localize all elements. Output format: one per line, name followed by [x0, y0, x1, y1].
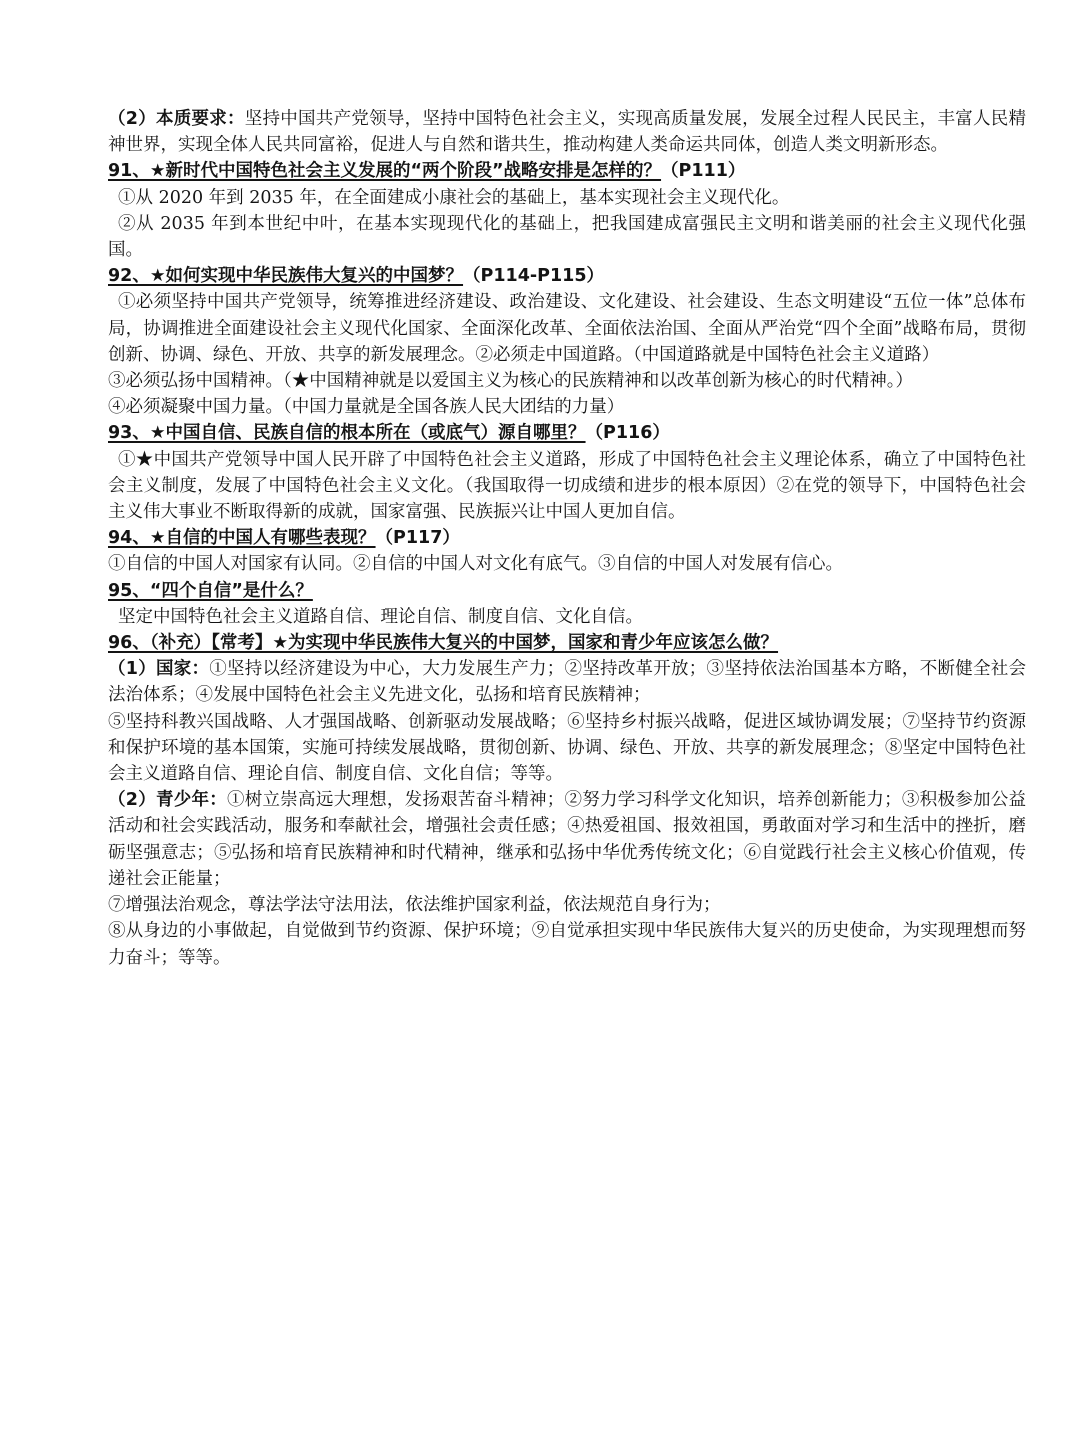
answer-96-country-label: （1）国家：: [108, 659, 210, 680]
question-91-title: 91、★新时代中国特色社会主义发展的“两个阶段”战略安排是怎样的？: [108, 161, 662, 182]
answer-96-youth-point-8-9: ⑧从身边的小事做起，自觉做到节约资源、保护环境；⑨自觉承担实现中华民族伟大复兴的历史使命，为实现理想而努力奋斗；等等。: [108, 921, 1026, 968]
answer-91-point-2: ②从 2035 年到本世纪中叶，在基本实现现代化的基础上，把我国建成富强民主文明和谐美丽的社会主义现代化强国。: [108, 213, 1026, 261]
answer-92-point-1: ①必须坚持中国共产党领导，统筹推进经济建设、政治建设、文化建设、社会建设、生态文明建设“五位一体”总体布局，协调推进全面建设社会主义现代化国家、全面深化改革、全面依法治国、全面从严治党“四个全面”战略布局，贯彻创新、协调、绿色、开放、共享的新发展理念。②必须走中国道路。（中国道路就是中国特色社会主义道路）: [108, 292, 1026, 365]
answer-95: 坚定中国特色社会主义道路自信、理论自信、制度自信、文化自信。: [118, 606, 643, 627]
question-94: [108, 525, 1026, 551]
question-95: [108, 578, 1026, 604]
question-92: [108, 263, 1026, 289]
question-93: [108, 420, 1026, 446]
question-94-page-ref: （P117）: [375, 528, 460, 549]
essential-requirements-paragraph: [108, 106, 1026, 158]
question-95-title: 95、“四个自信”是什么？: [108, 580, 313, 601]
answer-96-country-text: ①坚持以经济建设为中心，大力发展生产力；②坚持改革开放；③坚持依法治国基本方略，不断健全社会法治体系；④发展中国特色社会主义先进文化，弘扬和培育民族精神；: [108, 659, 1026, 706]
answer-94: ①自信的中国人对国家有认同。②自信的中国人对文化有底气。③自信的中国人对发展有信心。: [108, 554, 843, 575]
question-93-title: 93、★中国自信、民族自信的根本所在（或底气）源自哪里？: [108, 423, 586, 444]
question-92-title: 92、★如何实现中华民族伟大复兴的中国梦？: [108, 266, 464, 287]
question-91: [108, 158, 1026, 184]
answer-92-point-3: ③必须弘扬中国精神。（★中国精神就是以爱国主义为核心的民族精神和以改革创新为核心的时代精神。）: [108, 371, 913, 392]
document-content: [108, 106, 1026, 971]
answer-91-point-1: ①从 2020 年到 2035 年，在全面建成小康社会的基础上，基本实现社会主义现代化。: [118, 187, 790, 208]
answer-96-country-continued: ⑤坚持科教兴国战略、人才强国战略、创新驱动发展战略；⑥坚持乡村振兴战略，促进区域协调发展；⑦坚持节约资源和保护环境的基本国策，实施可持续发展战略，贯彻创新、协调、绿色、开放、共享的新发展理念；⑧坚定中国特色社会主义道路自信、理论自信、制度自信、文化自信；等等。: [108, 711, 1026, 785]
essential-requirements-label: （2）本质要求：: [108, 109, 245, 129]
answer-92-point-4: ④必须凝聚中国力量。（中国力量就是全国各族人民大团结的力量）: [108, 397, 625, 418]
answer-96-country: [108, 656, 1026, 708]
question-96-title: 96、（补充）【常考】★为实现中华民族伟大复兴的中国梦，国家和青少年应该怎么做？: [108, 633, 779, 654]
question-94-title: 94、★自信的中国人有哪些表现？: [108, 528, 376, 549]
answer-96-youth-label: （2）青少年：: [108, 790, 228, 811]
answer-96-youth: [108, 787, 1026, 892]
answer-93: ①★中国共产党领导中国人民开辟了中国特色社会主义道路，形成了中国特色社会主义理论体系，确立了中国特色社会主义制度，发展了中国特色社会主义文化。（我国取得一切成绩和进步的根本原因）②在党的领导下，中国特色社会主义伟大事业不断取得新的成就，国家富强、民族振兴让中国人更加自信。: [108, 449, 1026, 523]
essential-requirements-text: 坚持中国共产党领导，坚持中国特色社会主义，实现高质量发展，发展全过程人民民主，丰富人民精神世界，实现全体人民共同富裕，促进人与自然和谐共生，推动构建人类命运共同体，创造人类文明新形态。: [108, 109, 1026, 156]
question-93-page-ref: （P116）: [585, 423, 670, 444]
answer-96-youth-text: ①树立崇高远大理想，发扬艰苦奋斗精神；②努力学习科学文化知识，培养创新能力；③积极参加公益活动和社会实践活动，服务和奉献社会，增强社会责任感；④热爱祖国、报效祖国，勇敢面对学习和生活中的挫折，磨砺坚强意志；⑤弘扬和培育民族精神和时代精神，继承和弘扬中华优秀传统文化；⑥自觉践行社会主义核心价值观，传递社会正能量；: [108, 790, 1026, 889]
question-96: [108, 630, 1026, 656]
question-91-page-ref: （P111）: [661, 161, 746, 182]
question-92-page-ref: （P114-P115）: [463, 266, 605, 287]
answer-96-youth-point-7: ⑦增强法治观念，尊法学法守法用法，依法维护国家利益，依法规范自身行为；: [108, 895, 721, 916]
